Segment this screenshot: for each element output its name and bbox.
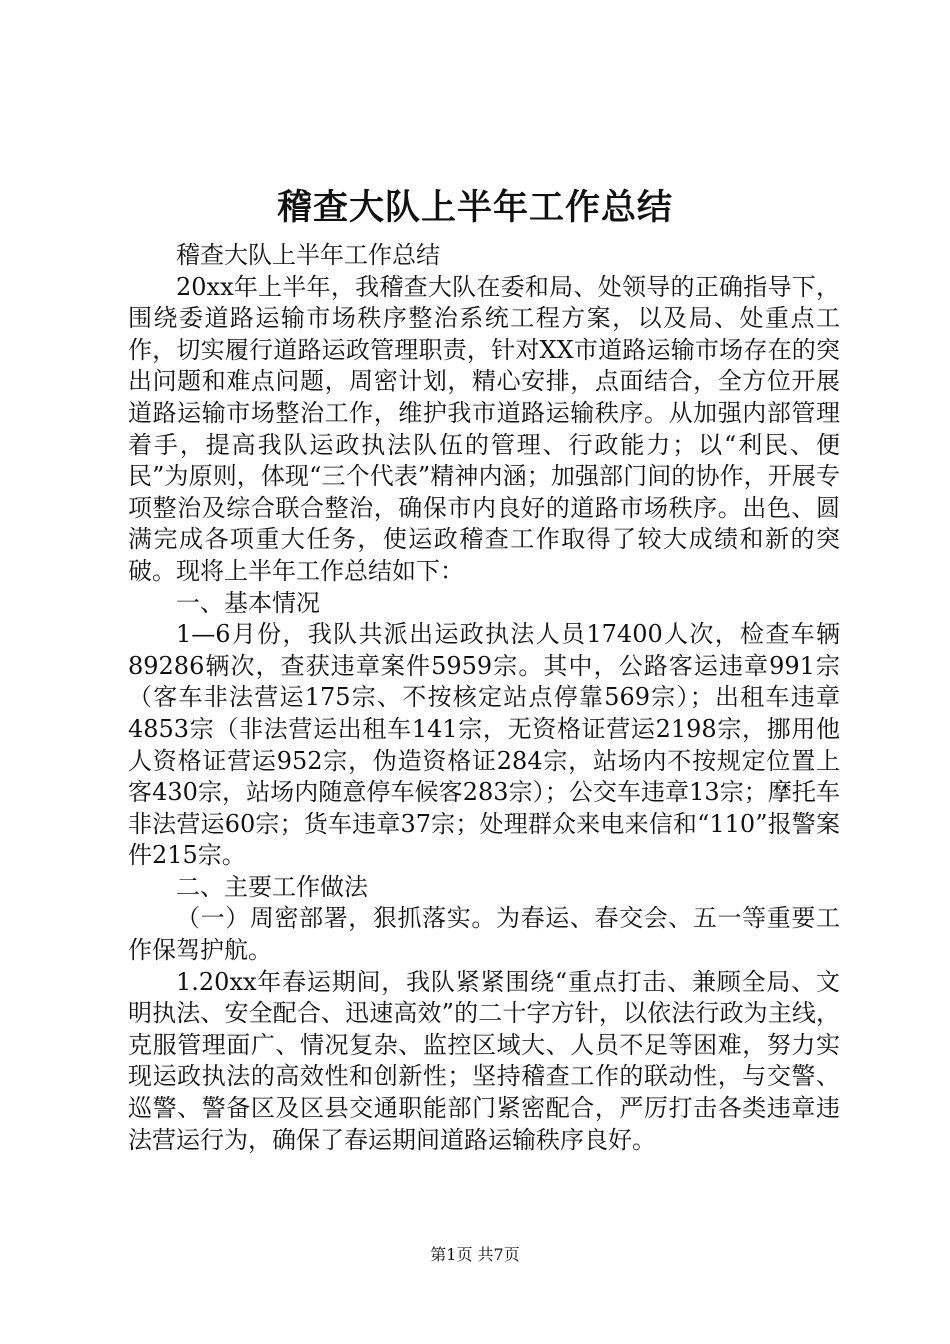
paragraph-subtitle: 稽查大队上半年工作总结 [176,241,440,269]
paragraph-intro: 20xx年上半年，我稽查大队在委和局、处领导的正确指导下，围绕委道路运输市场秩序整治系统工程方案，以及局、处重点工作，切实履行道路运政管理职责，针对XX市道路运输市场存在的突出问题和难点问题，周密计划，精心安排，点面结合，全方位开展道路运输市场整治工作，维护我市道路运输秩序。从加强内部管理着手，提高我队运政执法队伍的管理、行政能力；以“利民、便民”为原则，体现“三个代表”精神内涵；加强部门间的协作，开展专项整治及综合联合整治，确保市内良好的道路市场秩序。出色、圆满完成各项重大任务，使运政稽查工作取得了较大成绩和新的突破。现将上半年工作总结如下： [128,272,840,585]
document-title: 稽查大队上半年工作总结 [276,187,673,228]
subsection-heading-deployment: （一）周密部署，狠抓落实。为春运、春交会、五一等重要工作保驾护航。 [128,904,840,965]
page-number: 第1页 共7页 [430,1245,520,1264]
section-heading-main-work: 二、主要工作做法 [176,872,368,901]
section-heading-basic-situation: 一、基本情况 [176,588,320,617]
paragraph-statistics: 1—6月份，我队共派出运政执法人员17400人次，检查车辆89286辆次，查获违章案件5959宗。其中，公路客运违章991宗（客车非法营运175宗、不按核定站点停靠569宗）；出租车违章4853宗（非法营运出租车141宗，无资格证营运2198宗，挪用他人资格证营运952宗，伪造资格证284宗，站场内不按规定位置上客430宗，站场内随意停车候客283宗）；公交车违章13宗；摩托车非法营运60宗；货车违章37宗；处理群众来电来信和“110”报警案件215宗。 [128,620,840,870]
document-body [128,240,840,1156]
paragraph-spring-transport: 1.20xx年春运期间，我队紧紧围绕“重点打击、兼顾全局、文明执法、安全配合、迅速高效”的二十字方针，以依法行政为主线，克服管理面广、情况复杂、监控区域大、人员不足等困难，努力实现运政执法的高效性和创新性；坚持稽查工作的联动性，与交警、巡警、警备区及区县交通职能部门紧密配合，严厉打击各类违章违法营运行为，确保了春运期间道路运输秩序良好。 [128,967,840,1154]
